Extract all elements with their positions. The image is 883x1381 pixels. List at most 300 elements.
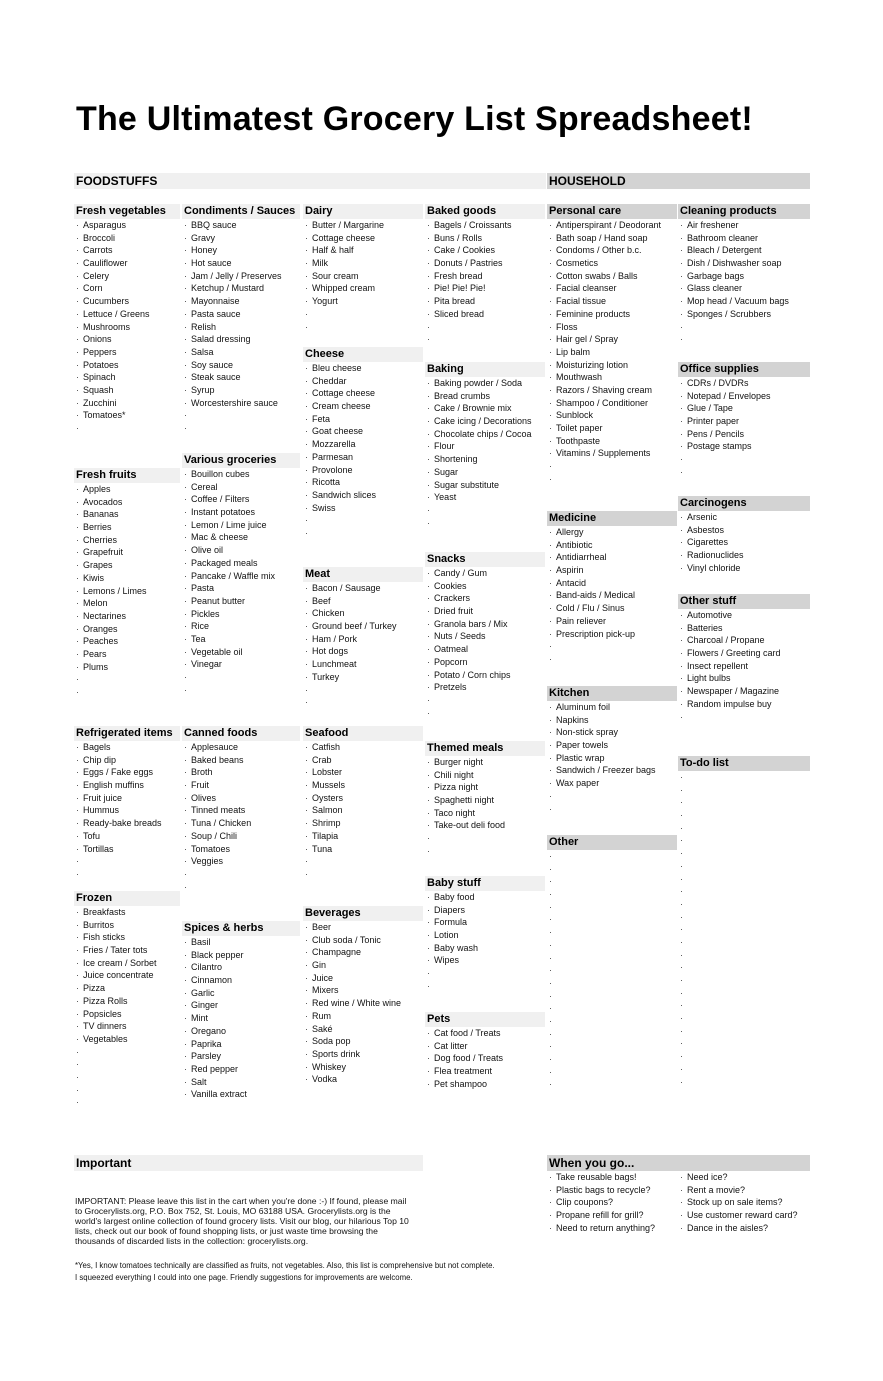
list-item: · Ice cream / Sorbet xyxy=(74,957,180,970)
list-item: · Pita bread xyxy=(425,295,545,308)
list-item: · Grapefruit xyxy=(74,546,180,559)
list-item xyxy=(678,333,810,346)
list-item: · Sandwich / Freezer bags xyxy=(547,764,677,777)
list-item: · Vegetable oil xyxy=(182,646,300,659)
list-item: · Whipped cream xyxy=(303,282,423,295)
list-item: · Toothpaste xyxy=(547,435,677,448)
section-title: Baked goods xyxy=(425,204,545,219)
list-item: · Swiss xyxy=(303,502,423,515)
list-item xyxy=(678,847,810,860)
list-item: · Pizza xyxy=(74,982,180,995)
list-item: · Tilapia xyxy=(303,830,423,843)
list-item: · Bleach / Detergent xyxy=(678,244,810,257)
list-item xyxy=(678,771,810,784)
section-medicine xyxy=(547,511,677,666)
list-item: · Tea xyxy=(182,633,300,646)
section-spices xyxy=(182,921,300,1101)
list-item: · Cake icing / Decorations xyxy=(425,415,545,428)
list-item: · Oregano xyxy=(182,1025,300,1038)
list-item: · Sponges / Scrubbers xyxy=(678,308,810,321)
list-item: · Baby food xyxy=(425,891,545,904)
list-item: · Hummus xyxy=(74,804,180,817)
list-item: · Ground beef / Turkey xyxy=(303,620,423,633)
list-item: · Vanilla extract xyxy=(182,1088,300,1101)
list-item: · Peppers xyxy=(74,346,180,359)
list-item xyxy=(678,784,810,797)
list-item xyxy=(678,974,810,987)
list-item: · Cotton swabs / Balls xyxy=(547,270,677,283)
list-item: · Grapes xyxy=(74,559,180,572)
list-item: · Candy / Gum xyxy=(425,567,545,580)
list-item: · Bread crumbs xyxy=(425,390,545,403)
list-item: · Cake / Cookies xyxy=(425,244,545,257)
section-other xyxy=(547,835,677,1091)
list-item: · Sugar substitute xyxy=(425,479,545,492)
list-item xyxy=(547,964,677,977)
list-item xyxy=(303,868,423,881)
list-item: · Mouthwash xyxy=(547,371,677,384)
list-item: · Half & half xyxy=(303,244,423,257)
list-item: · Shampoo / Conditioner xyxy=(547,397,677,410)
list-item: · Pancake / Waffle mix xyxy=(182,570,300,583)
list-item: · Corn xyxy=(74,282,180,295)
list-item: · Flea treatment xyxy=(425,1065,545,1078)
list-item: · Fries / Tater tots xyxy=(74,944,180,957)
list-item: · Pasta xyxy=(182,582,300,595)
list-item xyxy=(182,671,300,684)
list-item: · Apples xyxy=(74,483,180,496)
list-item: · Goat cheese xyxy=(303,425,423,438)
list-item: · Prescription pick-up xyxy=(547,628,677,641)
list-item xyxy=(74,855,180,868)
list-item: · Cucumbers xyxy=(74,295,180,308)
list-item: · Lemons / Limes xyxy=(74,585,180,598)
section-meat xyxy=(303,567,423,709)
list-item xyxy=(547,875,677,888)
list-item: · Yeast xyxy=(425,491,545,504)
section-fresh-vegetables xyxy=(74,204,180,435)
list-item: · Burger night xyxy=(425,756,545,769)
list-item xyxy=(303,684,423,697)
list-item: · Postage stamps xyxy=(678,440,810,453)
list-item: · Chip dip xyxy=(74,754,180,767)
section-baked xyxy=(425,204,545,346)
list-item: · Sour cream xyxy=(303,270,423,283)
list-item: · Juice concentrate xyxy=(74,969,180,982)
list-item: · Tofu xyxy=(74,830,180,843)
list-item: · Air freshener xyxy=(678,219,810,232)
list-item: · Lobster xyxy=(303,766,423,779)
list-item xyxy=(678,923,810,936)
list-item: · Facial tissue xyxy=(547,295,677,308)
list-item: · Salad dressing xyxy=(182,333,300,346)
section-office xyxy=(678,362,810,479)
list-item: · Cigarettes xyxy=(678,536,810,549)
list-item: · Oranges xyxy=(74,623,180,636)
list-item: · Parsley xyxy=(182,1050,300,1063)
list-item xyxy=(74,422,180,435)
list-item: · Cauliflower xyxy=(74,257,180,270)
list-item: · Jam / Jelly / Preserves xyxy=(182,270,300,283)
list-item: · Burritos xyxy=(74,919,180,932)
list-item: · Tortillas xyxy=(74,843,180,856)
section-title: Canned foods xyxy=(182,726,300,741)
list-item: · Shrimp xyxy=(303,817,423,830)
list-item: · Crab xyxy=(303,754,423,767)
list-item: · Fruit juice xyxy=(74,792,180,805)
list-item: · Allergy xyxy=(547,526,677,539)
list-item xyxy=(182,868,300,881)
list-item: · Bouillon cubes xyxy=(182,468,300,481)
list-item xyxy=(678,834,810,847)
list-item: · Feta xyxy=(303,413,423,426)
list-item: · Olives xyxy=(182,792,300,805)
list-item xyxy=(547,790,677,803)
list-item: · Melon xyxy=(74,597,180,610)
list-item: · Cream cheese xyxy=(303,400,423,413)
list-item: · CDRs / DVDRs xyxy=(678,377,810,390)
list-item: · Charcoal / Propane xyxy=(678,634,810,647)
list-item: · Donuts / Pastries xyxy=(425,257,545,270)
list-item: · Fish sticks xyxy=(74,931,180,944)
list-item xyxy=(678,885,810,898)
list-item: · Carrots xyxy=(74,244,180,257)
section-frozen xyxy=(74,891,180,1109)
section-baking xyxy=(425,362,545,529)
list-item xyxy=(678,898,810,911)
section-cheese xyxy=(303,347,423,540)
list-item: · Propane refill for grill? xyxy=(547,1209,677,1222)
list-item: · Baking powder / Soda xyxy=(425,377,545,390)
list-item: · Dish / Dishwasher soap xyxy=(678,257,810,270)
section-title: Frozen xyxy=(74,891,180,906)
list-item: · Chocolate chips / Cocoa xyxy=(425,428,545,441)
list-item: · Vinyl chloride xyxy=(678,562,810,575)
section-seafood xyxy=(303,726,423,881)
list-item xyxy=(547,653,677,666)
list-item xyxy=(547,863,677,876)
list-item xyxy=(74,686,180,699)
list-item: · Nuts / Seeds xyxy=(425,630,545,643)
list-item xyxy=(547,803,677,816)
list-item xyxy=(303,514,423,527)
list-item: · Taco night xyxy=(425,807,545,820)
section-snacks xyxy=(425,552,545,719)
list-item: · Ricotta xyxy=(303,476,423,489)
list-item: · Diapers xyxy=(425,904,545,917)
list-item: · Bagels / Croissants xyxy=(425,219,545,232)
list-item: · Mushrooms xyxy=(74,321,180,334)
list-item: · Saké xyxy=(303,1023,423,1036)
list-item: · Honey xyxy=(182,244,300,257)
list-item: · Instant potatoes xyxy=(182,506,300,519)
section-other-stuff xyxy=(678,594,810,723)
section-title: Other stuff xyxy=(678,594,810,609)
list-item xyxy=(678,1037,810,1050)
list-item: · Insect repellent xyxy=(678,660,810,673)
list-item: · Glue / Tape xyxy=(678,402,810,415)
list-item: · Cold / Flu / Sinus xyxy=(547,602,677,615)
list-item xyxy=(547,901,677,914)
list-item: · Floss xyxy=(547,321,677,334)
list-item: · Cinnamon xyxy=(182,974,300,987)
list-item xyxy=(425,517,545,530)
list-item: · Napkins xyxy=(547,714,677,727)
list-item: · Coffee / Filters xyxy=(182,493,300,506)
list-item xyxy=(425,694,545,707)
list-item: · Rice xyxy=(182,620,300,633)
list-item: · Ready-bake breads xyxy=(74,817,180,830)
section-title: Cheese xyxy=(303,347,423,362)
list-item: · Wipes xyxy=(425,954,545,967)
list-item xyxy=(425,333,545,346)
list-item: · BBQ sauce xyxy=(182,219,300,232)
list-item: · Popsicles xyxy=(74,1008,180,1021)
list-item: · Nectarines xyxy=(74,610,180,623)
list-item: · Mac & cheese xyxy=(182,531,300,544)
list-item: · Razors / Shaving cream xyxy=(547,384,677,397)
list-item: · Lotion xyxy=(425,929,545,942)
list-item xyxy=(547,1053,677,1066)
list-item: · Ketchup / Mustard xyxy=(182,282,300,295)
section-personal xyxy=(547,204,677,485)
list-item: · Squash xyxy=(74,384,180,397)
list-item: · Use customer reward card? xyxy=(678,1209,810,1222)
list-item xyxy=(182,422,300,435)
section-title: Kitchen xyxy=(547,686,677,701)
section-title: Spices & herbs xyxy=(182,921,300,936)
list-item xyxy=(547,460,677,473)
list-item: · Avocados xyxy=(74,496,180,509)
list-item: · Mozzarella xyxy=(303,438,423,451)
section-canned xyxy=(182,726,300,893)
list-item xyxy=(182,409,300,422)
list-item: · Antibiotic xyxy=(547,539,677,552)
list-item: · Celery xyxy=(74,270,180,283)
list-item xyxy=(547,850,677,863)
list-item: · Oysters xyxy=(303,792,423,805)
list-item: · Plums xyxy=(74,661,180,674)
list-item: · Flour xyxy=(425,440,545,453)
list-item xyxy=(678,453,810,466)
list-item: · Garbage bags xyxy=(678,270,810,283)
list-item xyxy=(678,961,810,974)
list-item xyxy=(547,939,677,952)
list-item xyxy=(547,977,677,990)
section-title: Cleaning products xyxy=(678,204,810,219)
list-item: · Gin xyxy=(303,959,423,972)
list-item: · Whiskey xyxy=(303,1061,423,1074)
list-item xyxy=(547,1015,677,1028)
list-item: · Buns / Rolls xyxy=(425,232,545,245)
list-item: · Cereal xyxy=(182,481,300,494)
list-item: · Mussels xyxy=(303,779,423,792)
list-item xyxy=(678,860,810,873)
list-item xyxy=(678,809,810,822)
list-item xyxy=(547,1002,677,1015)
list-item xyxy=(678,796,810,809)
list-item: · Formula xyxy=(425,916,545,929)
list-item xyxy=(74,673,180,686)
list-item: · TV dinners xyxy=(74,1020,180,1033)
list-item xyxy=(74,1096,180,1109)
section-condiments xyxy=(182,204,300,435)
section-title: Fresh fruits xyxy=(74,468,180,483)
list-item: · Vegetables xyxy=(74,1033,180,1046)
section-baby xyxy=(425,876,545,993)
list-item xyxy=(547,1066,677,1079)
list-item xyxy=(678,987,810,1000)
list-item: · Glass cleaner xyxy=(678,282,810,295)
list-item: · Onions xyxy=(74,333,180,346)
list-item xyxy=(547,888,677,901)
list-item: · Basil xyxy=(182,936,300,949)
list-item: · Lip balm xyxy=(547,346,677,359)
list-item: · Cat food / Treats xyxy=(425,1027,545,1040)
list-item xyxy=(547,926,677,939)
list-item: · Lettuce / Greens xyxy=(74,308,180,321)
section-title: Baking xyxy=(425,362,545,377)
list-item: · Condoms / Other b.c. xyxy=(547,244,677,257)
list-item: · Olive oil xyxy=(182,544,300,557)
list-item: · Soda pop xyxy=(303,1035,423,1048)
list-item: · Vitamins / Supplements xyxy=(547,447,677,460)
list-item xyxy=(678,911,810,924)
list-item: · Toilet paper xyxy=(547,422,677,435)
list-item: · Hot dogs xyxy=(303,645,423,658)
list-item: · Cake / Brownie mix xyxy=(425,402,545,415)
list-item xyxy=(678,936,810,949)
list-item xyxy=(547,473,677,486)
list-item: · Band-aids / Medical xyxy=(547,589,677,602)
section-title: Various groceries xyxy=(182,453,300,468)
section-title: Carcinogens xyxy=(678,496,810,511)
list-item: · Clip coupons? xyxy=(547,1196,677,1209)
list-item xyxy=(425,504,545,517)
list-item: · Aluminum foil xyxy=(547,701,677,714)
list-item: · Catfish xyxy=(303,741,423,754)
list-item: · Tuna xyxy=(303,843,423,856)
section-beverages xyxy=(303,906,423,1086)
section-title: Other xyxy=(547,835,677,850)
list-item: · Vinegar xyxy=(182,658,300,671)
section-various xyxy=(182,453,300,696)
list-item: · Ham / Pork xyxy=(303,633,423,646)
list-item: · Sunblock xyxy=(547,409,677,422)
list-item: · Breakfasts xyxy=(74,906,180,919)
section-cleaning xyxy=(678,204,810,346)
list-item: · Aspirin xyxy=(547,564,677,577)
list-item: · Bacon / Sausage xyxy=(303,582,423,595)
list-item: · Plastic bags to recycle? xyxy=(547,1184,677,1197)
section-title: Condiments / Sauces xyxy=(182,204,300,219)
list-item xyxy=(182,881,300,894)
list-item xyxy=(425,707,545,720)
list-item: · Gravy xyxy=(182,232,300,245)
list-item: · Dog food / Treats xyxy=(425,1052,545,1065)
list-item: · Tomatoes* xyxy=(74,409,180,422)
section-themed xyxy=(425,741,545,858)
section-title: Personal care xyxy=(547,204,677,219)
section-title: Office supplies xyxy=(678,362,810,377)
list-item: · Asbestos xyxy=(678,524,810,537)
list-item: · Radionuclides xyxy=(678,549,810,562)
list-item: · Non-stick spray xyxy=(547,726,677,739)
list-item xyxy=(74,868,180,881)
list-item: · Take-out deli food xyxy=(425,819,545,832)
list-item: · Pickles xyxy=(182,608,300,621)
section-carcinogens xyxy=(678,496,810,574)
list-item: · Ginger xyxy=(182,999,300,1012)
list-item: · Random impulse buy xyxy=(678,698,810,711)
list-item: · Spinach xyxy=(74,371,180,384)
list-item xyxy=(678,711,810,724)
list-item: · Pasta sauce xyxy=(182,308,300,321)
section-title: Fresh vegetables xyxy=(74,204,180,219)
list-item xyxy=(425,967,545,980)
list-item: · Club soda / Tonic xyxy=(303,934,423,947)
list-item: · Fruit xyxy=(182,779,300,792)
list-item: · Hot sauce xyxy=(182,257,300,270)
list-item: · Need to return anything? xyxy=(547,1222,677,1235)
list-item: · Cheddar xyxy=(303,375,423,388)
section-refrigerated xyxy=(74,726,180,881)
list-item xyxy=(547,640,677,653)
list-item: · Cilantro xyxy=(182,961,300,974)
list-item: · Pizza Rolls xyxy=(74,995,180,1008)
list-item xyxy=(547,913,677,926)
list-item: · Vodka xyxy=(303,1073,423,1086)
section-title: Medicine xyxy=(547,511,677,526)
list-item: · Beer xyxy=(303,921,423,934)
list-item: · Pens / Pencils xyxy=(678,428,810,441)
list-item: · Cookies xyxy=(425,580,545,593)
list-item: · Popcorn xyxy=(425,656,545,669)
list-item: · Sandwich slices xyxy=(303,489,423,502)
list-item: · Facial cleanser xyxy=(547,282,677,295)
list-item xyxy=(74,1071,180,1084)
list-item xyxy=(547,952,677,965)
list-item: · Broccoli xyxy=(74,232,180,245)
list-item xyxy=(303,308,423,321)
list-item: · Yogurt xyxy=(303,295,423,308)
list-item: · Arsenic xyxy=(678,511,810,524)
list-item xyxy=(74,1058,180,1071)
list-item: · Flowers / Greeting card xyxy=(678,647,810,660)
list-item: · Pet shampoo xyxy=(425,1078,545,1091)
list-item: · Pears xyxy=(74,648,180,661)
list-item: · Baby wash xyxy=(425,942,545,955)
list-item: · Relish xyxy=(182,321,300,334)
section-title: Dairy xyxy=(303,204,423,219)
list-item: · Asparagus xyxy=(74,219,180,232)
list-item xyxy=(678,822,810,835)
section-title: To-do list xyxy=(678,756,810,771)
list-item: · Garlic xyxy=(182,987,300,1000)
list-item: · Provolone xyxy=(303,464,423,477)
list-item: · Tuna / Chicken xyxy=(182,817,300,830)
list-item: · Antiperspirant / Deodorant xyxy=(547,219,677,232)
list-item: · Chicken xyxy=(303,607,423,620)
list-item: · Red wine / White wine xyxy=(303,997,423,1010)
list-item: · Bathroom cleaner xyxy=(678,232,810,245)
list-item: · Peanut butter xyxy=(182,595,300,608)
list-item xyxy=(303,696,423,709)
list-item: · Turkey xyxy=(303,671,423,684)
list-item xyxy=(678,1050,810,1063)
list-item: · Fresh bread xyxy=(425,270,545,283)
list-item: · Red pepper xyxy=(182,1063,300,1076)
